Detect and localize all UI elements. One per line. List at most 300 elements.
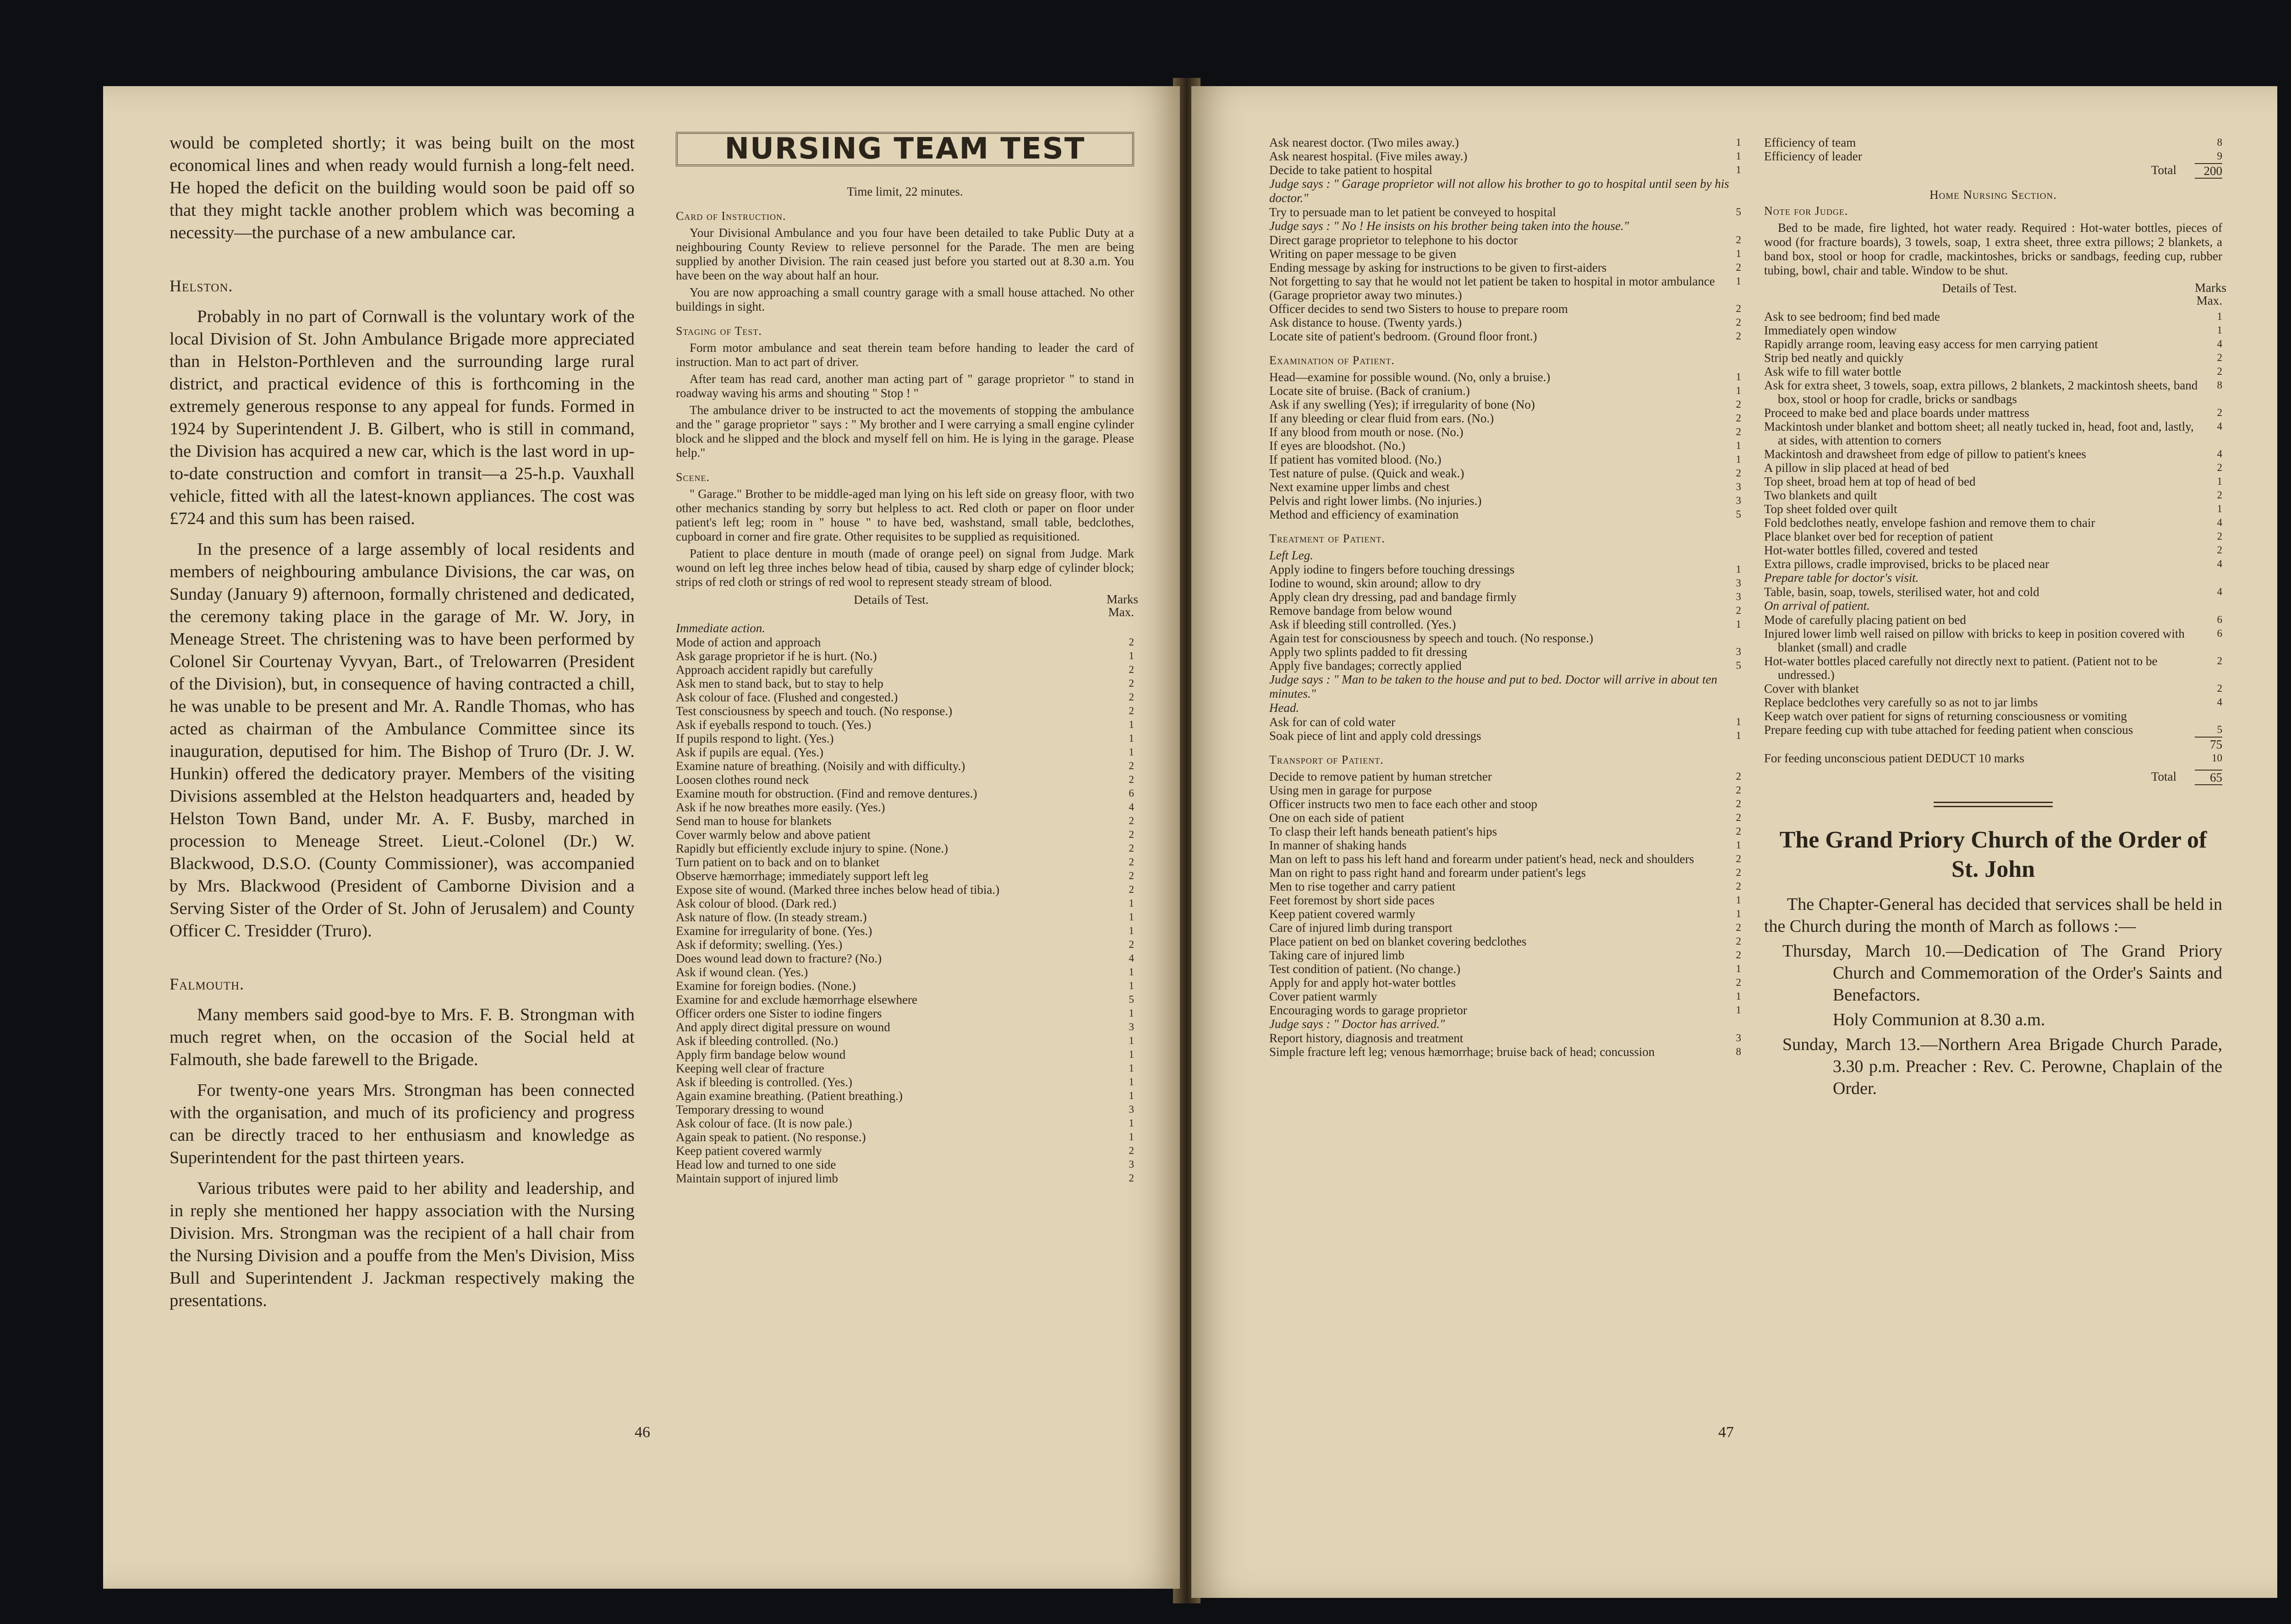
marks-row (676, 855, 1134, 869)
marks-item-value: 2 (1736, 826, 1741, 837)
marks-row (1269, 136, 1741, 149)
marks-row (1764, 557, 2222, 571)
marks-item-value: 1 (1129, 1007, 1134, 1019)
marks-item-text: Using men in garage for purpose (1269, 783, 1432, 797)
marks-row (1764, 709, 2222, 723)
details-heading: Details of Test. (1942, 281, 2017, 295)
marks-row (1269, 1045, 1741, 1059)
marks-row (1269, 453, 1741, 466)
instruction-paragraph: Form motor ambulance and seat therein team before handing to leader the card of instruction. Man to act part of driver. (676, 341, 1134, 369)
marks-item-value: 1 (1736, 839, 1741, 851)
marks-row (676, 910, 1134, 924)
marks-item-text: Care of injured limb during transport (1269, 921, 1452, 935)
marks-item-text: Maintain support of injured limb (676, 1171, 838, 1185)
marks-item-value: 1 (1736, 618, 1741, 630)
marks-item-text: Ask nature of flow. (In steady stream.) (676, 910, 867, 924)
marks-heading: Marks Max. (2195, 281, 2226, 307)
marks-item-text: Injured lower limb well raised on pillow with bricks to keep in position covered with blanket (small) and cradle (1764, 627, 2185, 654)
judge-note: Judge says : " Man to be taken to the house and put to bed. Doctor will arrive in about ten minutes." (1269, 673, 1717, 700)
marks-item-value: 2 (1129, 664, 1134, 675)
marks-item-text: Next examine upper limbs and chest (1269, 480, 1450, 494)
marks-row (676, 745, 1134, 759)
section-heading-falmouth: Falmouth. (170, 975, 245, 993)
marks-row (676, 938, 1134, 951)
marks-item-value: 2 (1736, 812, 1741, 823)
marks-item-value: 1 (1129, 1062, 1134, 1074)
marks-item-value: 3 (1736, 495, 1741, 506)
marks-row (1764, 488, 2222, 502)
marks-item-text: Mode of carefully placing patient on bed (1764, 613, 1966, 627)
notice-paragraph: Holy Communion at 8.30 a.m. (1833, 1010, 2045, 1029)
marks-list (1764, 585, 2222, 599)
marks-row (676, 842, 1134, 855)
marks-item-value: 2 (1129, 1145, 1134, 1156)
marks-item-value: 2 (2217, 352, 2222, 363)
marks-item-text: And apply direct digital pressure on wound (676, 1020, 890, 1034)
marks-item-value: 1 (1129, 966, 1134, 978)
subheading: Staging of Test. (676, 324, 762, 338)
marks-item-text: Head—examine for possible wound. (No, only a bruise.) (1269, 370, 1551, 384)
marks-row (1269, 494, 1741, 508)
marks-item-value: 1 (1129, 1076, 1134, 1088)
grand-priory-notice (1764, 893, 2222, 1099)
marks-item-value: 2 (1129, 1172, 1134, 1184)
marks-item-text: Efficiency of team (1764, 136, 1856, 149)
marks-item-value: 4 (2217, 448, 2222, 459)
right-test-column (1269, 136, 1741, 1059)
marks-row (1269, 715, 1741, 729)
marks-item-value: 1 (1129, 911, 1134, 923)
marks-item-text: Ask nearest doctor. (Two miles away.) (1269, 136, 1459, 149)
marks-item-value: 1 (2217, 476, 2222, 487)
marks-row (1269, 935, 1741, 948)
marks-item-value: 2 (1736, 771, 1741, 782)
marks-item-text: Remove bandage from below wound (1269, 604, 1452, 618)
marks-row (676, 951, 1134, 965)
marks-item-value: 3 (1736, 481, 1741, 492)
marks-item-text: Officer decides to send two Sisters to house to prepare room (1269, 302, 1568, 316)
marks-item-text: If eyes are bloodshot. (No.) (1269, 439, 1405, 453)
marks-item-text: Ask wife to fill water bottle (1764, 365, 1902, 378)
marks-row (1269, 466, 1741, 480)
subheading: Scene. (676, 470, 710, 484)
marks-row (1269, 811, 1741, 825)
marks-item-value: 4 (2217, 421, 2222, 432)
marks-item-text: If pupils respond to light. (Yes.) (676, 732, 834, 745)
marks-row (1764, 337, 2222, 351)
marks-item-text: Again speak to patient. (No response.) (676, 1130, 866, 1144)
marks-row (1764, 627, 2222, 654)
marks-item-value: 2 (1736, 317, 1741, 328)
marks-item-text: Ask colour of face. (It is now pale.) (676, 1116, 852, 1130)
marks-row (676, 1061, 1134, 1075)
marks-item-text: One on each side of patient (1269, 811, 1404, 825)
instruction-paragraph: You are now approaching a small country garage with a small house attached. No other buildings in sight. (676, 285, 1134, 313)
marks-list (1764, 310, 2222, 571)
marks-row (1269, 838, 1741, 852)
marks-item-value: 1 (1736, 150, 1741, 162)
marks-item-value: 9 (2217, 150, 2222, 162)
marks-item-value: 2 (1736, 234, 1741, 246)
marks-item-text: If any blood from mouth or nose. (No.) (1269, 425, 1463, 439)
marks-item-value: 1 (2217, 324, 2222, 336)
marks-item-value: 2 (1736, 867, 1741, 878)
marks-row (1269, 274, 1741, 288)
marks-list (1764, 613, 2222, 737)
marks-item-text: Ask nearest hospital. (Five miles away.) (1269, 149, 1468, 163)
final-total-row (1764, 770, 2222, 785)
marks-row (1764, 351, 2222, 365)
section-divider (1934, 802, 2053, 807)
instruction-paragraph: After team has read card, another man acting part of " garage proprietor " to stand in roadway waving his arms and shouting " Stop ! " (676, 372, 1134, 400)
marks-item-text: Examine mouth for obstruction. (Find and remove dentures.) (676, 787, 977, 800)
marks-item-text: Place patient on bed on blanket covering bedclothes (1269, 935, 1527, 948)
marks-item-text: Head low and turned to one side (676, 1158, 836, 1171)
marks-item-text: Temporary dressing to wound (676, 1103, 824, 1116)
marks-item-text: Rapidly but efficiently exclude injury to spine. (None.) (676, 842, 948, 855)
marks-row (1269, 1031, 1741, 1045)
marks-row (676, 897, 1134, 910)
marks-item-value: 2 (1129, 691, 1134, 703)
group-heading: Immediate action. (676, 621, 765, 635)
marks-item-value: 8 (2217, 137, 2222, 148)
marks-item-text: Test consciousness by speech and touch. (No response.) (676, 704, 953, 718)
marks-item-value: 4 (2217, 586, 2222, 597)
total-label: Total (2151, 163, 2176, 177)
marks-item-value: 2 (1736, 880, 1741, 892)
marks-row (676, 828, 1134, 842)
marks-item-value: 2 (1736, 949, 1741, 961)
marks-item-text: If any bleeding or clear fluid from ears. (No.) (1269, 411, 1494, 425)
article-paragraph: Probably in no part of Cornwall is the voluntary work of the local Division of St. John Ambulance Brigade more appreciated than in Helston-Porthleven and the surrounding large rural district, and practical evidence of this is forthcoming in the extremely generous response to any appeal for funds. Formed in 1924 by Superintendent J. B. Gilbert, who is still in command, the Division has acquired a new car, which is the last word in up-to-date construction and comfort in transit—a 25-h.p. Vauxhall vehicle, fitted with all the latest-known appliances. The cost was £724 and this sum has been raised. (170, 307, 635, 528)
marks-item-value: 1 (1736, 730, 1741, 741)
marks-item-value: 4 (2217, 558, 2222, 569)
marks-row (676, 732, 1134, 745)
marks-row (1269, 645, 1741, 659)
marks-row (1269, 149, 1741, 163)
marks-item-value: 6 (2217, 628, 2222, 639)
marks-row (1764, 323, 2222, 337)
marks-row (676, 787, 1134, 800)
marks-row (1764, 310, 2222, 323)
marks-item-value: 2 (1129, 870, 1134, 881)
marks-item-value: 4 (1129, 801, 1134, 813)
marks-item-value: 2 (1129, 856, 1134, 868)
marks-item-text: A pillow in slip placed at head of bed (1764, 461, 1949, 475)
marks-item-value: 2 (1736, 330, 1741, 342)
marks-item-text: Locate site of bruise. (Back of cranium.) (1269, 384, 1470, 398)
marks-row (676, 1144, 1134, 1158)
marks-item-value: 1 (1736, 164, 1741, 175)
marks-item-value: 5 (1736, 509, 1741, 520)
marks-item-value: 1 (1736, 1004, 1741, 1016)
marks-row (676, 1130, 1134, 1144)
marks-list (1269, 370, 1741, 521)
marks-item-value: 1 (1736, 248, 1741, 259)
marks-item-text: Ask if bleeding is controlled. (Yes.) (676, 1075, 852, 1089)
marks-item-value: 2 (2217, 530, 2222, 542)
marks-item-value: 5 (1736, 206, 1741, 218)
marks-row (1269, 976, 1741, 990)
marks-item-text: Apply clean dry dressing, pad and bandage firmly (1269, 590, 1517, 604)
marks-item-value: 1 (1129, 1117, 1134, 1129)
marks-item-text: In manner of shaking hands (1269, 838, 1407, 852)
details-heading: Details of Test. (854, 593, 929, 607)
deduct-row (1764, 751, 2222, 765)
subheading: Card of Instruction. (676, 209, 786, 223)
marks-item-text: Mode of action and approach (676, 635, 821, 649)
marks-item-text: Two blankets and quilt (1764, 488, 1877, 502)
instruction-paragraph: Patient to place denture in mouth (made of orange peel) on signal from Judge. Mark wound on left leg three inches below head of tibia, caused by sharp edge of cylinder block; strips of red cloth or strings of red wool to represent steady stream of blood. (676, 547, 1134, 589)
marks-item-value: 4 (2217, 338, 2222, 350)
marks-item-value: 2 (1129, 705, 1134, 716)
notice-paragraph: The Chapter-General has decided that services shall be held in the Church during the month of March as follows :— (1764, 895, 2222, 936)
marks-item-value: 5 (1129, 994, 1134, 1005)
deduct-value: 10 (2212, 752, 2222, 764)
marks-row (1269, 921, 1741, 935)
marks-item-value: 2 (1736, 977, 1741, 988)
marks-item-text: Send man to house for blankets (676, 814, 832, 828)
marks-row (676, 690, 1134, 704)
marks-row (1269, 783, 1741, 797)
marks-item-text: Rapidly arrange room, leaving easy access for men carrying patient (1764, 337, 2098, 351)
marks-list (1269, 563, 1741, 673)
marks-row (1269, 852, 1741, 866)
article-paragraph: would be completed shortly; it was being built on the most economical lines and when ready would furnish a long-felt need. He hoped the deficit on the building would soon be paid off so that they might tackle another problem which was becoming a necessity—the purchase of a new ambulance car. (170, 133, 635, 242)
marks-row (676, 993, 1134, 1006)
marks-row (1764, 420, 2222, 447)
marks-item-text: Top sheet, broad hem at top of head of bed (1764, 475, 1976, 488)
marks-row (1269, 288, 1741, 302)
marks-item-text: Hot-water bottles filled, covered and tested (1764, 543, 1978, 557)
marks-item-text: Does wound lead down to fracture? (No.) (676, 951, 882, 965)
marks-row (676, 773, 1134, 787)
marks-item-value: 2 (1736, 467, 1741, 479)
section-heading: Home Nursing Section. (1929, 188, 2057, 202)
marks-item-value: 2 (1736, 262, 1741, 273)
marks-item-value: 8 (2217, 379, 2222, 391)
marks-row (1764, 365, 2222, 378)
marks-row (1764, 723, 2222, 737)
marks-row (676, 979, 1134, 993)
final-total-label: Total (2151, 770, 2176, 783)
marks-row (676, 1171, 1134, 1185)
marks-row (1269, 866, 1741, 880)
details-header (1764, 281, 2226, 307)
marks-item-text: Test condition of patient. (No change.) (1269, 962, 1461, 976)
marks-item-text: Ask for extra sheet, 3 towels, soap, extra pillows, 2 blankets, 2 mackintosh sheets, band box, stool or hoop for cradle, bricks or sandbags (1764, 378, 2198, 406)
marks-item-text: Ask if any swelling (Yes); if irregularity of bone (No) (1269, 398, 1535, 411)
marks-row (1764, 378, 2222, 406)
marks-row (1269, 261, 1741, 274)
marks-item-value: 2 (2217, 366, 2222, 377)
marks-item-text: Fold bedclothes neatly, envelope fashion and remove them to chair (1764, 516, 2095, 530)
marks-item-value: 2 (1129, 842, 1134, 854)
judge-note-text: Bed to be made, fire lighted, hot water ready. Required : Hot-water bottles, pieces of wood (for fracture boards), 3 towels, soap, 1 extra sheet, three extra pillows; 2 blankets, a band box, stool or hoop for cradle, mackintoshes, bricks or sandbags, feeding cup, rubber tubing, bowl, chair and table. Window to be shut. (1764, 221, 2222, 277)
marks-item-text: Hot-water bottles placed carefully not directly next to patient. (Patient not to be undressed.) (1764, 654, 2158, 682)
marks-item-value: 2 (2217, 655, 2222, 667)
marks-item-text: Ask if bleeding still controlled. (Yes.) (1269, 618, 1456, 631)
marks-item-text: Apply iodine to fingers before touching dressings (1269, 563, 1515, 576)
marks-heading: Marks Max. (1107, 592, 1138, 619)
marks-list (1269, 770, 1741, 1017)
marks-item-text: Ask colour of face. (Flushed and congested.) (676, 690, 898, 704)
marks-row (1764, 543, 2222, 557)
marks-item-value: 1 (1736, 716, 1741, 727)
marks-item-text: Top sheet folded over quilt (1764, 502, 1897, 516)
marks-item-value: 1 (1736, 385, 1741, 396)
marks-item-text: Encouraging words to garage proprietor (1269, 1003, 1467, 1017)
marks-row (1269, 618, 1741, 631)
marks-item-value: 2 (1736, 922, 1741, 933)
marks-item-value: 1 (1129, 650, 1134, 662)
marks-item-value: 1 (1129, 897, 1134, 909)
marks-item-text: Keeping well clear of fracture (676, 1061, 824, 1075)
marks-row (676, 883, 1134, 897)
marks-item-value: 6 (1129, 787, 1134, 799)
marks-row (1764, 475, 2222, 488)
marks-row (676, 1048, 1134, 1061)
marks-item-value: 2 (1129, 815, 1134, 826)
marks-row (1269, 893, 1741, 907)
marks-row (1269, 907, 1741, 921)
home-nursing-column (1764, 136, 2226, 1102)
marks-list (1764, 136, 2222, 163)
marks-row (676, 649, 1134, 663)
marks-item-text: Try to persuade man to let patient be conveyed to hospital (1269, 205, 1556, 219)
marks-row (1269, 163, 1741, 177)
marks-item-text: Ask if eyeballs respond to touch. (Yes.) (676, 718, 871, 732)
marks-row (676, 1103, 1134, 1116)
marks-row (1269, 233, 1741, 247)
marks-item-text: Mackintosh under blanket and bottom sheet; all neatly tucked in, head, foot and, lastly, at sides, with attention to corners (1764, 420, 2194, 447)
marks-item-value: 2 (1736, 784, 1741, 796)
judge-note: Judge says : " Garage proprietor will not allow his brother to go to hospital until seen by his doctor." (1269, 177, 1729, 205)
marks-row (676, 677, 1134, 690)
marks-item-text: Ask if he now breathes more easily. (Yes.) (676, 800, 885, 814)
marks-item-value: 2 (1129, 829, 1134, 840)
marks-item-text: Apply two splints padded to fit dressing (1269, 645, 1467, 659)
marks-row (1764, 406, 2222, 420)
marks-item-value: 1 (1736, 440, 1741, 451)
marks-item-text: Ask to see bedroom; find bed made (1764, 310, 1940, 323)
marks-row (1269, 1003, 1741, 1017)
section-heading-helston: Helston. (170, 277, 233, 295)
marks-item-text: Direct garage proprietor to telephone to his doctor (1269, 233, 1518, 247)
marks-item-value: 2 (1736, 853, 1741, 864)
marks-item-value: 2 (1129, 939, 1134, 950)
left-page (103, 86, 1180, 1589)
marks-item-value: 4 (2217, 696, 2222, 708)
marks-item-text: Approach accident rapidly but carefully (676, 663, 873, 677)
details-header (676, 592, 1138, 619)
group-heading: Left Leg. (1269, 548, 1314, 562)
marks-item-text: Examine nature of breathing. (Noisily and with difficulty.) (676, 759, 965, 773)
marks-row (1269, 590, 1741, 604)
marks-item-value: 3 (1736, 646, 1741, 657)
marks-row (1269, 302, 1741, 316)
marks-item-value: 5 (2217, 724, 2222, 735)
total-value: 200 (2195, 163, 2222, 179)
marks-row (1269, 962, 1741, 976)
marks-row (676, 759, 1134, 773)
nursing-test-column (676, 132, 1138, 1185)
marks-item-value: 1 (1736, 563, 1741, 575)
marks-item-text: Apply for and apply hot-water bottles (1269, 976, 1456, 990)
right-page (1191, 86, 2277, 1598)
marks-item-text: Soak piece of lint and apply cold dressings (1269, 729, 1481, 743)
page-number: 46 (635, 1424, 650, 1441)
marks-row (676, 635, 1134, 649)
marks-list (1269, 136, 1741, 177)
marks-item-text: Turn patient on to back and on to blanket (676, 855, 880, 869)
marks-row (1269, 880, 1741, 893)
marks-item-value: 1 (1129, 1049, 1134, 1060)
marks-item-text: Examine for irregularity of bone. (Yes.) (676, 924, 872, 938)
marks-item-value: 3 (1736, 577, 1741, 589)
marks-item-text: Method and efficiency of examination (1269, 508, 1459, 521)
marks-row (1269, 948, 1741, 962)
instruction-paragraph: The ambulance driver to be instructed to act the movements of stopping the ambulance and the " garage proprietor " says : " My brother and I were carrying a small engine cylinder block and he slipped and the block and myself fell on him. He is lying in the garage. Please help." (676, 403, 1134, 459)
marks-item-text: Simple fracture left leg; venous hæmorrhage; bruise back of head; concussion (1269, 1045, 1655, 1059)
marks-item-text: Ask if pupils are equal. (Yes.) (676, 745, 823, 759)
article-paragraph: For twenty-one years Mrs. Strongman has been connected with the organisation, and much of its proficiency and progress can be directly traced to her enthusiasm and knowledge as Superintendent for the past thirteen years. (170, 1081, 635, 1167)
marks-row (1269, 316, 1741, 329)
marks-item-text: Ask for can of cold water (1269, 715, 1396, 729)
group-heading: Prepare table for doctor's visit. (1764, 571, 1919, 585)
marks-item-value: 1 (1129, 1035, 1134, 1046)
instruction-paragraph: Your Divisional Ambulance and you four have been detailed to take Public Duty at a neighbouring County Review to relieve personnel for the Parade. The men are being supplied by another Division. The rain ceased just before you started out at 8.30 a.m. You have been on the way about half an hour. (676, 226, 1134, 282)
marks-item-text: Report history, diagnosis and treatment (1269, 1031, 1463, 1045)
subheading: Examination of Patient. (1269, 354, 1395, 367)
marks-row (1269, 631, 1741, 645)
group-heading: Head. (1269, 701, 1299, 715)
marks-item-text: Ask if wound clean. (Yes.) (676, 965, 808, 979)
marks-item-text: Men to rise together and carry patient (1269, 880, 1456, 893)
marks-item-value: 2 (2217, 489, 2222, 501)
marks-item-value: 2 (2217, 683, 2222, 694)
marks-item-text: Ending message by asking for instructions to be given to first-aiders (1269, 261, 1607, 274)
marks-row (676, 814, 1134, 828)
marks-item-value: 6 (2217, 614, 2222, 625)
marks-item-value: 2 (1129, 636, 1134, 648)
marks-row (1764, 516, 2222, 530)
marks-item-text: Iodine to wound, skin around; allow to dry (1269, 576, 1481, 590)
marks-item-value: 4 (1129, 952, 1134, 964)
marks-row (1269, 797, 1741, 811)
marks-list (1269, 715, 1741, 743)
article-title: NURSING TEAM TEST (724, 132, 1085, 166)
marks-item-text: Prepare feeding cup with tube attached for feeding patient when conscious (1764, 723, 2133, 737)
total-row (1764, 163, 2222, 179)
marks-item-value: 2 (1736, 935, 1741, 947)
time-limit: Time limit, 22 minutes. (847, 185, 963, 198)
marks-item-value: 1 (1736, 371, 1741, 383)
marks-item-text: Keep watch over patient for signs of returning consciousness or vomiting (1764, 709, 2127, 723)
marks-item-text: (Garage proprietor away two minutes.) (1269, 288, 1462, 302)
article-paragraph: Many members said good-bye to Mrs. F. B. Strongman with much regret when, on the occasion of the Social held at Falmouth, she bade farewell to the Brigade. (170, 1005, 635, 1069)
marks-item-text: Ask if deformity; swelling. (Yes.) (676, 938, 843, 951)
marks-item-text: Ask men to stand back, but to stay to help (676, 677, 883, 690)
marks-row (1764, 149, 2222, 163)
grand-priory-title: The Grand Priory Church of the Order of St. John (1779, 827, 2207, 882)
deduct-text: For feeding unconscious patient DEDUCT 10 marks (1764, 751, 2024, 765)
marks-item-text: Keep patient covered warmly (676, 1144, 822, 1158)
marks-row (1269, 825, 1741, 838)
marks-item-value: 2 (1736, 426, 1741, 437)
marks-item-value: 2 (1736, 605, 1741, 616)
marks-item-text: Taking care of injured limb (1269, 948, 1405, 962)
